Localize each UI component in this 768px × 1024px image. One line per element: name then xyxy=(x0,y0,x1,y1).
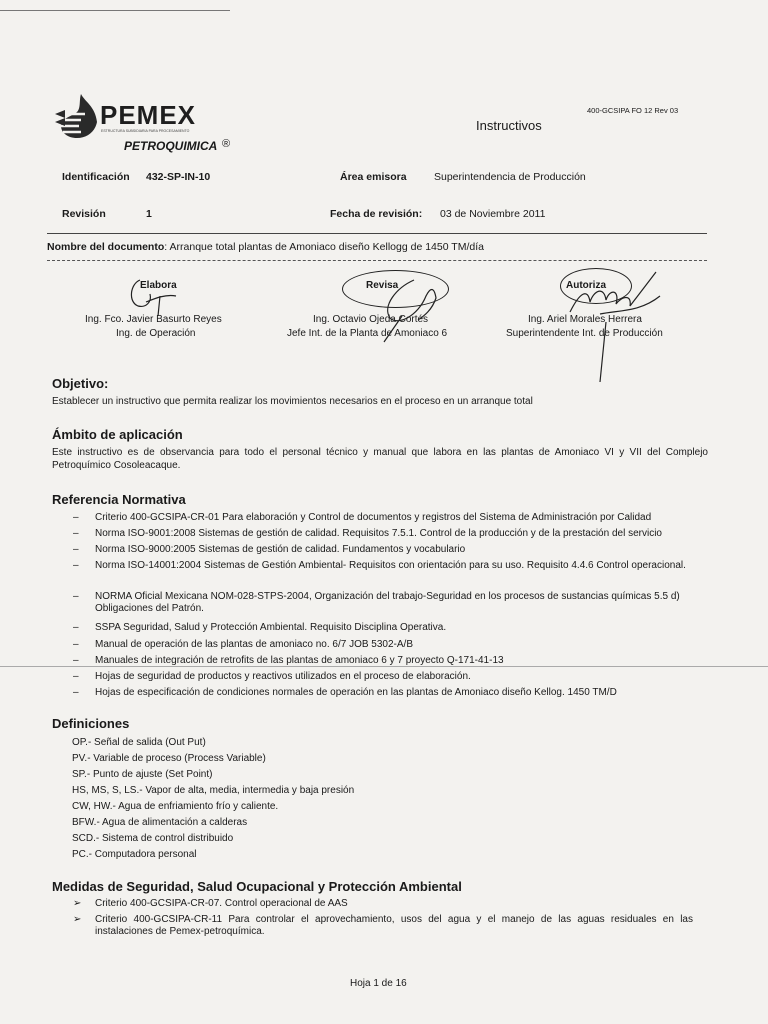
signature-name-elabora: Ing. Fco. Javier Basurto Reyes xyxy=(85,314,222,325)
pemex-logo xyxy=(55,92,255,162)
referencia-item: Norma ISO-14001:2004 Sistemas de Gestión Ambiental- Requisitos con orientación para su uso. Requisito 4.4.6 Control operacional. xyxy=(95,560,686,571)
arrow-bullet-icon: ➢ xyxy=(73,914,82,925)
page-number: Hoja 1 de 16 xyxy=(350,978,407,989)
rev-label: Revisión xyxy=(62,208,106,220)
list-bullet: – xyxy=(73,591,79,602)
list-bullet: – xyxy=(73,544,79,555)
list-bullet: – xyxy=(73,622,79,633)
arrow-bullet-icon: ➢ xyxy=(73,898,82,909)
registered-mark: ® xyxy=(222,138,231,150)
referencia-item: SSPA Seguridad, Salud y Protección Ambiental. Requisito Disciplina Operativa. xyxy=(95,622,447,633)
definicion-item: CW, HW.- Agua de enfriamiento frío y caliente. xyxy=(72,801,279,812)
list-bullet: – xyxy=(73,639,79,650)
subbrand-name: PETROQUIMICA xyxy=(124,139,218,153)
signature-title-revisa: Jefe Int. de la Planta de Amoniaco 6 xyxy=(287,328,448,339)
list-bullet: – xyxy=(73,560,79,571)
definicion-item: HS, MS, S, LS.- Vapor de alta, media, intermedia y baja presión xyxy=(72,785,355,796)
objetivo-heading: Objetivo: xyxy=(52,376,109,391)
list-bullet: – xyxy=(73,512,79,523)
list-bullet: – xyxy=(73,655,79,666)
date-value: 03 de Noviembre 2011 xyxy=(440,208,546,220)
signature-role-revisa: Revisa xyxy=(366,280,399,291)
referencia-item: Criterio 400-GCSIPA-CR-01 Para elaboración y Control de documentos y registros del Sistema de Administración por Calidad xyxy=(95,512,652,523)
signature-name-revisa: Ing. Octavio Ojeda Cortés xyxy=(313,314,429,325)
medidas-heading: Medidas de Seguridad, Salud Ocupacional y Protección Ambiental xyxy=(52,879,462,894)
referencia-item: Norma ISO-9000:2005 Sistemas de gestión de calidad. Fundamentos y vocabulario xyxy=(95,544,466,555)
doc-type: Instructivos xyxy=(476,118,542,133)
signature-scribble-revisa xyxy=(374,276,454,346)
document-name xyxy=(47,241,484,253)
definicion-item: SCD.- Sistema de control distribuido xyxy=(72,833,234,844)
scan-line xyxy=(0,666,768,667)
referencia-item: Manuales de integración de retrofits de las plantas de amoniaco 6 y 7 proyecto Q-171-41-13 xyxy=(95,655,504,666)
form-code: 400-GCSIPA FO 12 Rev 03 xyxy=(587,106,679,115)
list-bullet: – xyxy=(73,687,79,698)
date-label: Fecha de revisión: xyxy=(330,208,423,220)
docname-label: Nombre del documento xyxy=(47,241,165,253)
signature-scribble-elabora xyxy=(126,272,186,322)
pemex-eagle-icon xyxy=(55,92,99,140)
separator-top xyxy=(47,233,707,234)
referencia-item: Hojas de especificación de condiciones normales de operación en las plantas de Amoniaco diseño Kellog. 1450 TM/D xyxy=(95,687,617,698)
signature-title-elabora: Ing. de Operación xyxy=(116,328,196,339)
definicion-item: OP.- Señal de salida (Out Put) xyxy=(72,737,206,748)
ambito-heading: Ámbito de aplicación xyxy=(52,427,183,442)
brand-name: PEMEX xyxy=(100,100,197,130)
definiciones-heading: Definiciones xyxy=(52,716,130,731)
medida-item: Criterio 400-GCSIPA-CR-07. Control operacional de AAS xyxy=(95,898,348,909)
referencia-item: Hojas de seguridad de productos y reactivos utilizados en el proceso de elaboración. xyxy=(95,671,471,682)
docname-value: : Arranque total plantas de Amoniaco diseño Kellogg de 1450 TM/día xyxy=(164,241,484,253)
signature-role-autoriza: Autoriza xyxy=(566,280,606,291)
separator-bottom xyxy=(47,260,707,261)
rev-value: 1 xyxy=(146,208,152,220)
signature-title-autoriza: Superintendente Int. de Producción xyxy=(506,328,663,339)
top-rule xyxy=(0,10,230,11)
list-bullet: – xyxy=(73,671,79,682)
list-bullet: – xyxy=(73,528,79,539)
area-value: Superintendencia de Producción xyxy=(434,171,586,183)
referencia-heading: Referencia Normativa xyxy=(52,492,186,507)
signature-role-elabora: Elabora xyxy=(140,280,177,291)
referencia-item: NORMA Oficial Mexicana NOM-028-STPS-2004, Organización del trabajo-Seguridad en los procesos de sustancias químicas 5.5 d) Obligaciones del Patrón. xyxy=(95,591,680,614)
objetivo-text: Establecer un instructivo que permita realizar los movimientos necesarios en el proceso en un arranque total xyxy=(52,396,533,407)
ambito-text: Este instructivo es de observancia para todo el personal técnico y manual que labora en las plantas de Amoniaco VI y VII del Complejo Petroquímico Cosoleacaque. xyxy=(52,447,708,471)
medida-item: Criterio 400-GCSIPA-CR-11 Para controlar el aprovechamiento, usos del agua y el manejo de las aguas residuales en las instalaciones de Pemex-petroquímica. xyxy=(95,914,693,937)
referencia-item: Norma ISO-9001:2008 Sistemas de gestión de calidad. Requisitos 7.5.1. Control de la producción y de la prestación del servicio xyxy=(95,528,662,539)
brand-tagline: ESTRUCTURA SUBSIDIARIA PARA PROCESAMIENTO xyxy=(101,129,190,133)
area-label: Área emisora xyxy=(340,171,407,183)
definicion-item: PV.- Variable de proceso (Process Variable) xyxy=(72,753,266,764)
definicion-item: PC.- Computadora personal xyxy=(72,849,197,860)
definicion-item: BFW.- Agua de alimentación a calderas xyxy=(72,817,248,828)
definicion-item: SP.- Punto de ajuste (Set Point) xyxy=(72,769,213,780)
id-value: 432-SP-IN-10 xyxy=(146,171,211,183)
referencia-item: Manual de operación de las plantas de amoniaco no. 6/7 JOB 5302-A/B xyxy=(95,639,413,650)
id-label: Identificación xyxy=(62,171,130,183)
signature-scribble-autoriza xyxy=(560,266,670,386)
signature-name-autoriza: Ing. Ariel Morales Herrera xyxy=(528,314,642,325)
